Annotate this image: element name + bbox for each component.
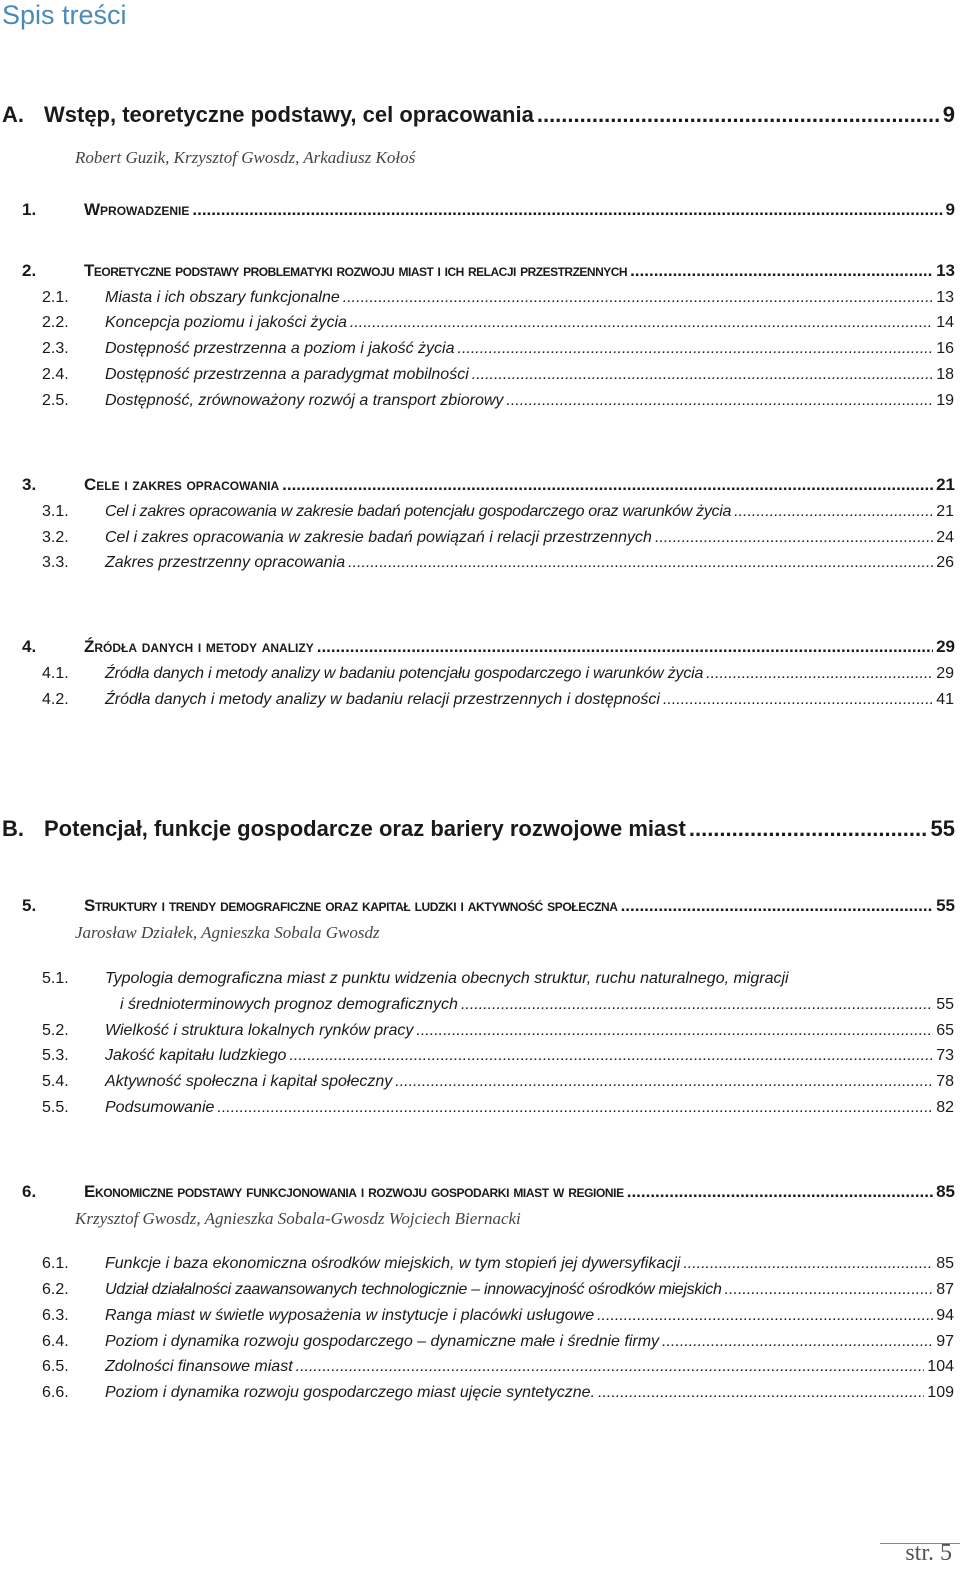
toc-authors: Robert Guzik, Krzysztof Gwosdz, Arkadiusz Kołoś xyxy=(75,148,416,167)
toc-number: B. xyxy=(2,816,24,841)
toc-number: 3.1. xyxy=(42,503,69,520)
toc-leader xyxy=(350,314,933,332)
toc-page: 16 xyxy=(936,340,954,357)
toc-chapter-1[interactable] xyxy=(22,200,955,220)
toc-title: Dostępność przestrzenna a poziom i jakość życia xyxy=(105,340,455,357)
toc-subsection-2-2[interactable] xyxy=(42,314,954,332)
toc-leader xyxy=(662,1333,933,1351)
toc-page: 55 xyxy=(936,896,955,915)
toc-subsection-6-1[interactable] xyxy=(42,1255,954,1273)
toc-number: 5.4. xyxy=(42,1073,69,1090)
toc-leader xyxy=(627,1182,933,1202)
toc-leader xyxy=(598,1384,924,1402)
toc-leader xyxy=(343,289,933,307)
toc-page: 21 xyxy=(936,475,955,494)
toc-title: Cel i zakres opracowania w zakresie badań powiązań i relacji przestrzennych xyxy=(105,529,652,546)
toc-page: 24 xyxy=(936,529,954,546)
toc-title: Jakość kapitału ludzkiego xyxy=(105,1047,287,1064)
toc-page: 104 xyxy=(927,1358,954,1375)
toc-page: 14 xyxy=(936,314,954,331)
toc-subsection-5-1-number: 5.1. xyxy=(42,970,69,987)
toc-title: Cel i zakres opracowania w zakresie badań potencjału gospodarczego oraz warunków życia xyxy=(105,503,732,520)
toc-leader xyxy=(472,366,933,384)
toc-title: Poziom i dynamika rozwoju gospodarczego miast ujęcie syntetyczne. xyxy=(105,1384,596,1401)
toc-title: Ekonomiczne podstawy funkcjonowania i rozwoju gospodarki miast w regionie xyxy=(84,1182,624,1201)
toc-title: Dostępność przestrzenna a paradygmat mobilności xyxy=(105,366,469,383)
toc-number: 1. xyxy=(22,200,37,219)
toc-page: 94 xyxy=(936,1307,954,1324)
toc-leader xyxy=(630,261,933,281)
toc-leader xyxy=(706,665,933,683)
toc-page: 13 xyxy=(936,261,955,280)
toc-title: Dostępność, zrównoważony rozwój a transport zbiorowy xyxy=(105,392,504,409)
toc-number: 5.5. xyxy=(42,1099,69,1116)
toc-title: Poziom i dynamika rozwoju gospodarczego – dynamiczne małe i średnie firmy xyxy=(105,1333,660,1350)
toc-title: Wstęp, teoretyczne podstawy, cel opracowania xyxy=(44,102,534,127)
toc-number: 5. xyxy=(22,896,37,915)
toc-leader xyxy=(655,529,933,547)
toc-page: 29 xyxy=(936,665,954,682)
toc-title: Źródła danych i metody analizy w badaniu potencjału gospodarczego i warunków życia xyxy=(105,665,704,682)
toc-leader xyxy=(296,1358,925,1376)
toc-number: 4. xyxy=(22,637,37,656)
page-title: Spis treści xyxy=(2,0,127,30)
toc-title: Struktury i trendy demograficzne oraz kapitał ludzki i aktywność społeczna xyxy=(84,896,618,915)
toc-subsection-2-5[interactable] xyxy=(42,392,954,410)
toc-page: 78 xyxy=(936,1073,954,1090)
toc-leader xyxy=(725,1281,934,1299)
toc-leader xyxy=(461,996,933,1014)
toc-chapter-4[interactable] xyxy=(22,637,955,657)
toc-title: Cele i zakres opracowania xyxy=(84,475,280,494)
toc-subsection-5-2[interactable] xyxy=(42,1022,954,1040)
toc-subsection-2-3[interactable] xyxy=(42,340,954,358)
toc-number: 6.4. xyxy=(42,1333,69,1350)
toc-authors: Jarosław Działek, Agnieszka Sobala Gwosdz xyxy=(75,923,380,942)
toc-chapter-5[interactable] xyxy=(22,896,955,916)
toc-chapter-2[interactable] xyxy=(22,261,955,281)
toc-subsection-4-2[interactable] xyxy=(42,691,954,709)
toc-number: 4.2. xyxy=(42,691,69,708)
toc-subsection-3-3[interactable] xyxy=(42,554,954,572)
toc-number: 3.3. xyxy=(42,554,69,571)
toc-page: 82 xyxy=(936,1099,954,1116)
toc-title: Miasta i ich obszary funkcjonalne xyxy=(105,289,340,306)
toc-page: 85 xyxy=(936,1182,955,1201)
toc-leader xyxy=(663,691,933,709)
toc-page: 21 xyxy=(936,503,954,520)
toc-subsection-6-6[interactable] xyxy=(42,1384,954,1402)
toc-number: 6.5. xyxy=(42,1358,69,1375)
toc-title: Podsumowanie xyxy=(105,1099,215,1116)
toc-subsection-6-2[interactable] xyxy=(42,1281,954,1299)
toc-title: Teoretyczne podstawy problematyki rozwoju miast i ich relacji przestrzennych xyxy=(84,261,628,280)
toc-number: 5.2. xyxy=(42,1022,69,1039)
toc-subsection-5-1-title-line1[interactable]: Typologia demograficzna miast z punktu widzenia obecnych struktur, ruchu naturalnego, migracji xyxy=(105,970,789,987)
toc-leader xyxy=(395,1073,933,1091)
toc-subsection-5-5[interactable] xyxy=(42,1099,954,1117)
toc-number: 3. xyxy=(22,475,37,494)
page-number-footer: str. 5 xyxy=(905,1540,952,1566)
toc-subsection-5-4[interactable] xyxy=(42,1073,954,1091)
toc-number: 2.3. xyxy=(42,340,69,357)
toc-page: 55 xyxy=(930,816,955,841)
toc-leader xyxy=(282,475,933,495)
toc-leader xyxy=(621,896,934,916)
toc-subsection-6-4[interactable] xyxy=(42,1333,954,1351)
toc-leader xyxy=(348,554,933,572)
toc-title: Zdolności finansowe miast xyxy=(105,1358,293,1375)
toc-title: Koncepcja poziomu i jakości życia xyxy=(105,314,347,331)
toc-subsection-2-1[interactable] xyxy=(42,289,954,307)
toc-number: 6.6. xyxy=(42,1384,69,1401)
toc-leader xyxy=(416,1022,933,1040)
toc-leader xyxy=(458,340,934,358)
toc-title: Ranga miast w świetle wyposażenia w instytucje i placówki usługowe xyxy=(105,1307,595,1324)
toc-number: 2. xyxy=(22,261,37,280)
toc-number: 5.3. xyxy=(42,1047,69,1064)
toc-subsection-4-1[interactable] xyxy=(42,665,954,683)
toc-number: 3.2. xyxy=(42,529,69,546)
toc-subsection-5-3[interactable] xyxy=(42,1047,954,1065)
toc-title: Wielkość i struktura lokalnych rynków pracy xyxy=(105,1022,414,1039)
toc-page: 13 xyxy=(936,289,954,306)
toc-title: Udział działalności zaawansowanych technologicznie – innowacyjność ośrodków miejskich xyxy=(105,1281,722,1298)
toc-leader xyxy=(506,392,933,410)
toc-page: 9 xyxy=(942,102,955,127)
toc-leader xyxy=(683,1255,933,1273)
toc-page: 26 xyxy=(936,554,954,571)
toc-page: 41 xyxy=(936,691,954,708)
toc-title: Aktywność społeczna i kapitał społeczny xyxy=(105,1073,393,1090)
toc-page: 19 xyxy=(936,392,954,409)
toc-title: Potencjał, funkcje gospodarcze oraz bariery rozwojowe miast xyxy=(44,816,686,841)
toc-number: 6.2. xyxy=(42,1281,69,1298)
toc-authors: Krzysztof Gwosdz, Agnieszka Sobala-Gwosdz Wojciech Biernacki xyxy=(75,1209,521,1228)
toc-page: 85 xyxy=(936,1255,954,1272)
toc-number: 6.3. xyxy=(42,1307,69,1324)
toc-leader xyxy=(317,637,933,657)
toc-subsection-2-4[interactable] xyxy=(42,366,954,384)
toc-subsection-6-5[interactable] xyxy=(42,1358,954,1376)
toc-leader xyxy=(597,1307,933,1325)
toc-leader xyxy=(689,816,928,842)
toc-subsection-5-1[interactable] xyxy=(120,996,954,1014)
toc-subsection-3-1[interactable] xyxy=(42,503,954,521)
toc-chapter-6[interactable] xyxy=(22,1182,955,1202)
toc-number: 2.2. xyxy=(42,314,69,331)
toc-leader xyxy=(734,503,933,521)
toc-subsection-3-2[interactable] xyxy=(42,529,954,547)
toc-leader xyxy=(217,1099,933,1117)
toc-number: 2.4. xyxy=(42,366,69,383)
toc-title: Źródła danych i metody analizy xyxy=(84,637,314,656)
toc-number: 4.1. xyxy=(42,665,69,682)
toc-title: Funkcje i baza ekonomiczna ośrodków miejskich, w tym stopień jej dywersyfikacji xyxy=(105,1255,681,1272)
toc-page: 109 xyxy=(927,1384,954,1401)
toc-subsection-6-3[interactable] xyxy=(42,1307,954,1325)
toc-title: Zakres przestrzenny opracowania xyxy=(105,554,346,571)
toc-page: 18 xyxy=(936,366,954,383)
toc-number: 2.1. xyxy=(42,289,69,306)
toc-page: 87 xyxy=(936,1281,954,1298)
toc-chapter-3[interactable] xyxy=(22,475,955,495)
toc-page: 65 xyxy=(936,1022,954,1039)
toc-title: Wprowadzenie xyxy=(84,200,190,219)
toc-section-b[interactable] xyxy=(2,816,955,842)
toc-page: 97 xyxy=(936,1333,954,1350)
toc-page: 73 xyxy=(936,1047,954,1064)
toc-title: Źródła danych i metody analizy w badaniu relacji przestrzennych i dostępności xyxy=(105,691,660,708)
toc-page: 55 xyxy=(936,996,954,1013)
toc-number: A. xyxy=(2,102,24,127)
toc-leader xyxy=(192,200,942,220)
toc-section-a[interactable] xyxy=(2,102,955,128)
toc-number: 2.5. xyxy=(42,392,69,409)
toc-page: 9 xyxy=(945,200,955,219)
toc-leader xyxy=(537,102,940,128)
toc-leader xyxy=(289,1047,933,1065)
toc-page: 29 xyxy=(936,637,955,656)
toc-number: 6.1. xyxy=(42,1255,69,1272)
toc-number: 6. xyxy=(22,1182,37,1201)
toc-title: i średnioterminowych prognoz demograficznych xyxy=(120,996,458,1013)
